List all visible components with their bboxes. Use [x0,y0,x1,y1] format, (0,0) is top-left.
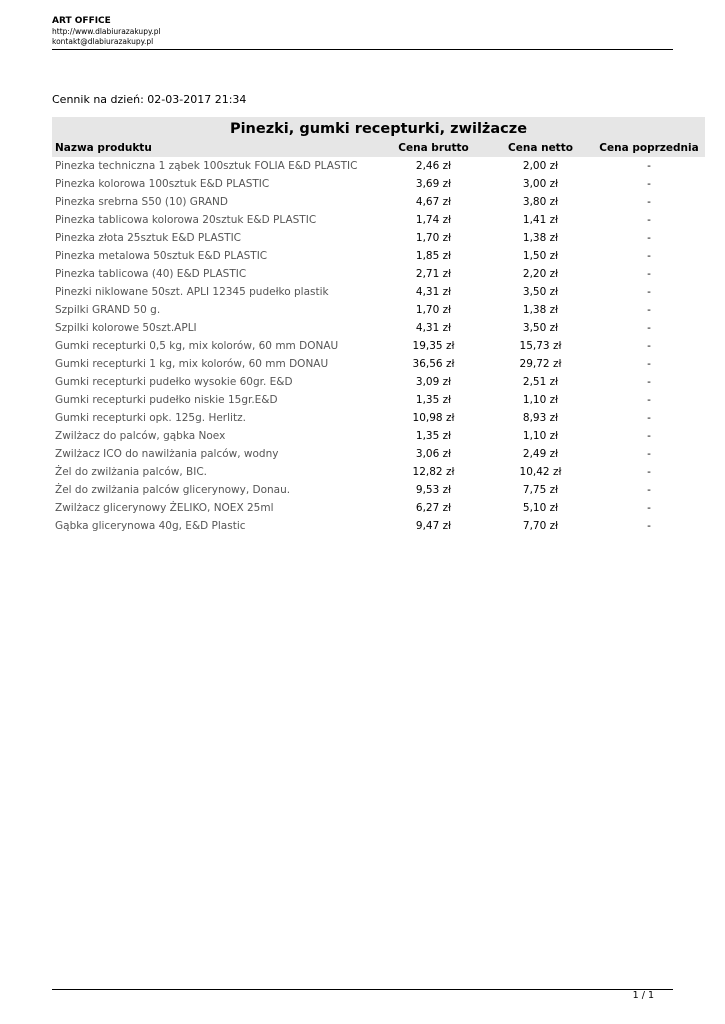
product-name: Gąbka glicerynowa 40g, E&D Plastic [55,520,246,532]
company-email: kontakt@dlabiurazakupy.pl [52,37,154,46]
price-brutto: 4,31 zł [415,322,452,334]
table-row [52,391,705,409]
product-name: Gumki recepturki opk. 125g. Herlitz. [55,412,246,424]
price-netto: 1,10 zł [522,430,559,442]
price-netto: 2,51 zł [522,376,559,388]
price-previous: - [647,376,651,388]
column-header-previous: Cena poprzednia [599,142,699,154]
price-brutto: 2,71 zł [415,268,452,280]
product-name: Szpilki kolorowe 50szt.APLI [55,322,197,334]
table-row [52,283,705,301]
product-name: Gumki recepturki pudełko wysokie 60gr. E&D [55,376,293,388]
column-header-netto: Cena netto [508,142,573,154]
product-name: Pinezki niklowane 50szt. APLI 12345 pudełko plastik [55,286,329,298]
product-name: Pinezka metalowa 50sztuk E&D PLASTIC [55,250,268,262]
price-netto: 3,50 zł [522,286,559,298]
product-name: Pinezka techniczna 1 ząbek 100sztuk FOLIA E&D PLASTIC [55,160,358,172]
product-name: Szpilki GRAND 50 g. [55,304,161,316]
price-previous: - [647,322,651,334]
price-netto: 8,93 zł [522,412,559,424]
price-netto: 3,00 zł [522,178,559,190]
column-header-name: Nazwa produktu [55,142,152,154]
price-brutto: 6,27 zł [415,502,452,514]
table-row [52,373,705,391]
price-brutto: 1,35 zł [415,430,452,442]
table-row [52,193,705,211]
price-netto: 7,70 zł [522,520,559,532]
header-divider [52,49,673,50]
company-name: ART OFFICE [52,16,111,26]
price-previous: - [647,430,651,442]
product-name: Gumki recepturki 0,5 kg, mix kolorów, 60 mm DONAU [55,340,339,352]
table-row [52,337,705,355]
table-row [52,319,705,337]
table-row [52,157,705,175]
product-name: Żel do zwilżania palców, BIC. [55,466,208,478]
product-name: Zwilżacz ICO do nawilżania palców, wodny [55,448,279,460]
price-netto: 1,38 zł [522,232,559,244]
price-list-date: Cennik na dzień: 02-03-2017 21:34 [52,93,247,106]
price-netto: 7,75 zł [522,484,559,496]
price-brutto: 9,53 zł [415,484,452,496]
price-previous: - [647,448,651,460]
price-netto: 2,00 zł [522,160,559,172]
product-name: Zwilżacz do palców, gąbka Noex [55,430,226,442]
price-brutto: 3,69 zł [415,178,452,190]
price-netto: 2,20 zł [522,268,559,280]
product-name: Gumki recepturki pudełko niskie 15gr.E&D [55,394,278,406]
table-row [52,409,705,427]
product-table-body [52,157,705,535]
table-row [52,211,705,229]
price-previous: - [647,412,651,424]
table-row [52,247,705,265]
product-name: Zwilżacz glicerynowy ŻELIKO, NOEX 25ml [55,502,274,514]
price-netto: 5,10 zł [522,502,559,514]
price-netto: 1,50 zł [522,250,559,262]
page-number: 1 / 1 [632,990,654,1001]
price-netto: 3,50 zł [522,322,559,334]
table-row [52,355,705,373]
column-header-brutto: Cena brutto [398,142,469,154]
company-website: http://www.dlabiurazakupy.pl [52,27,161,36]
product-name: Żel do zwilżania palców glicerynowy, Donau. [55,484,291,496]
price-brutto: 10,98 zł [412,412,455,424]
table-row [52,463,705,481]
price-previous: - [647,466,651,478]
price-previous: - [647,196,651,208]
table-row [52,427,705,445]
price-previous: - [647,394,651,406]
price-netto: 29,72 zł [519,358,562,370]
price-previous: - [647,304,651,316]
price-brutto: 1,35 zł [415,394,452,406]
price-netto: 15,73 zł [519,340,562,352]
product-name: Gumki recepturki 1 kg, mix kolorów, 60 mm DONAU [55,358,329,370]
price-netto: 1,10 zł [522,394,559,406]
price-previous: - [647,268,651,280]
table-row [52,499,705,517]
price-previous: - [647,340,651,352]
price-previous: - [647,160,651,172]
price-brutto: 12,82 zł [412,466,455,478]
table-row [52,445,705,463]
footer-divider [52,989,673,990]
price-brutto: 1,70 zł [415,232,452,244]
product-name: Pinezka tablicowa kolorowa 20sztuk E&D PLASTIC [55,214,317,226]
price-previous: - [647,214,651,226]
price-previous: - [647,232,651,244]
price-previous: - [647,502,651,514]
table-row [52,301,705,319]
price-brutto: 3,06 zł [415,448,452,460]
price-brutto: 1,85 zł [415,250,452,262]
price-previous: - [647,484,651,496]
table-row [52,265,705,283]
table-row [52,229,705,247]
price-brutto: 19,35 zł [412,340,455,352]
product-name: Pinezka tablicowa (40) E&D PLASTIC [55,268,247,280]
price-brutto: 36,56 zł [412,358,455,370]
product-name: Pinezka kolorowa 100sztuk E&D PLASTIC [55,178,270,190]
price-previous: - [647,358,651,370]
table-row [52,517,705,535]
price-brutto: 3,09 zł [415,376,452,388]
price-netto: 2,49 zł [522,448,559,460]
product-name: Pinezka srebrna S50 (10) GRAND [55,196,228,208]
price-previous: - [647,286,651,298]
price-brutto: 9,47 zł [415,520,452,532]
page-header [52,16,161,47]
price-brutto: 4,67 zł [415,196,452,208]
price-brutto: 1,70 zł [415,304,452,316]
table-row [52,175,705,193]
price-previous: - [647,250,651,262]
price-netto: 10,42 zł [519,466,562,478]
price-brutto: 1,74 zł [415,214,452,226]
price-netto: 3,80 zł [522,196,559,208]
price-netto: 1,41 zł [522,214,559,226]
product-name: Pinezka złota 25sztuk E&D PLASTIC [55,232,242,244]
table-header [52,139,705,157]
section-title: Pinezki, gumki recepturki, zwilżacze [52,117,705,139]
price-brutto: 2,46 zł [415,160,452,172]
price-section [52,117,705,535]
table-row [52,481,705,499]
price-previous: - [647,178,651,190]
price-netto: 1,38 zł [522,304,559,316]
price-previous: - [647,520,651,532]
price-brutto: 4,31 zł [415,286,452,298]
